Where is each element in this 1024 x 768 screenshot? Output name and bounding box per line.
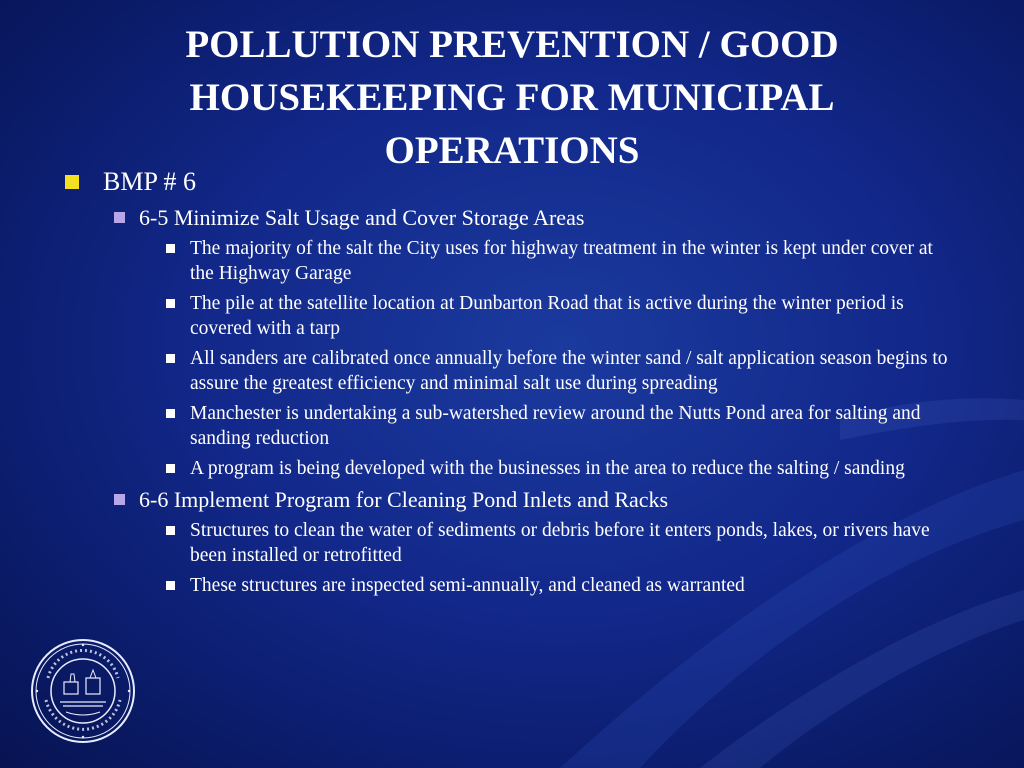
list-item-text: Manchester is undertaking a sub-watershed review around the Nutts Pond area for salting and sanding reduction — [190, 403, 921, 449]
square-bullet-icon — [114, 494, 125, 505]
square-bullet-icon — [166, 299, 175, 308]
list-item — [166, 456, 960, 481]
list-item — [166, 346, 960, 396]
square-bullet-icon — [166, 464, 175, 473]
bullet-bmp — [60, 166, 960, 198]
list-item — [166, 518, 960, 568]
list-item-text: A program is being developed with the businesses in the area to reduce the salting / sanding — [190, 458, 905, 479]
slide-content — [60, 166, 960, 603]
section-heading — [114, 204, 960, 232]
square-bullet-icon — [166, 526, 175, 535]
section-heading-text: 6-6 Implement Program for Cleaning Pond Inlets and Racks — [139, 487, 669, 512]
list-item — [166, 573, 960, 598]
bmp-label: BMP # 6 — [103, 167, 196, 196]
list-item-text: The pile at the satellite location at Dunbarton Road that is active during the winter period is covered with a tarp — [190, 293, 904, 339]
square-bullet-icon — [65, 175, 79, 189]
square-bullet-icon — [166, 409, 175, 418]
square-bullet-icon — [166, 244, 175, 253]
section-heading — [114, 486, 960, 514]
section-heading-text: 6-5 Minimize Salt Usage and Cover Storage Areas — [139, 205, 585, 230]
list-item-text: These structures are inspected semi-annually, and cleaned as warranted — [190, 575, 745, 596]
city-seal-icon — [30, 638, 136, 744]
list-item-text: The majority of the salt the City uses for highway treatment in the winter is kept under cover at the Highway Garage — [190, 238, 933, 284]
list-item-text: All sanders are calibrated once annually before the winter sand / salt application season begins to assure the greatest efficiency and minimal salt use during spreading — [190, 348, 948, 394]
list-item-text: Structures to clean the water of sediments or debris before it enters ponds, lakes, or rivers have been installed or retrofitted — [190, 520, 930, 566]
slide-title: POLLUTION PREVENTION / GOOD HOUSEKEEPING FOR MUNICIPAL OPERATIONS — [185, 23, 839, 172]
square-bullet-icon — [114, 212, 125, 223]
square-bullet-icon — [166, 581, 175, 590]
list-item — [166, 236, 960, 286]
list-item — [166, 401, 960, 451]
list-item — [166, 291, 960, 341]
square-bullet-icon — [166, 354, 175, 363]
